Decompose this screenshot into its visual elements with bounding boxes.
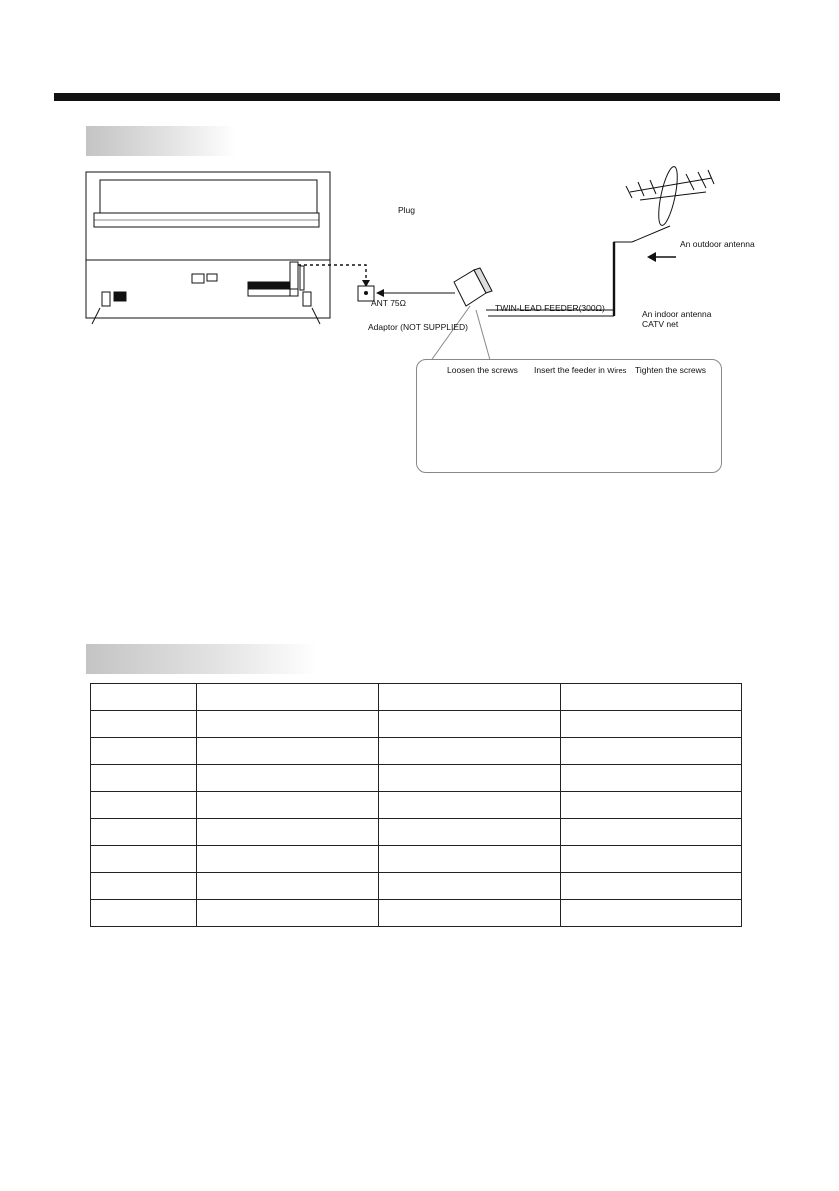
table-cell: [91, 711, 197, 738]
table-cell: [91, 792, 197, 819]
table-cell: [561, 765, 742, 792]
ant-port-label: ANT 75Ω: [371, 298, 407, 308]
table-cell: [561, 738, 742, 765]
tv-rear-view: [86, 172, 330, 324]
table-cell: [197, 792, 379, 819]
indoor-antenna-label: An indoor antenna: [642, 309, 712, 319]
table-cell: [197, 819, 379, 846]
table-cell: [197, 738, 379, 765]
table-cell: [379, 900, 561, 927]
table-cell: [379, 738, 561, 765]
catv-net-label: CATV net: [642, 319, 679, 329]
table-cell: [91, 765, 197, 792]
table-row: [91, 711, 742, 738]
table-cell: [379, 846, 561, 873]
table-row: [91, 900, 742, 927]
adaptor-box: [454, 268, 492, 306]
table-cell: [197, 684, 379, 711]
table-cell: [91, 873, 197, 900]
table-cell: [91, 738, 197, 765]
section-heading-table: [86, 644, 318, 674]
table-row: [91, 738, 742, 765]
table-cell: [197, 765, 379, 792]
outdoor-antenna-label: An outdoor antenna: [680, 239, 755, 249]
table-cell: [379, 819, 561, 846]
table-cell: [379, 873, 561, 900]
table-row: [91, 792, 742, 819]
channel-table-body: [91, 684, 742, 927]
table-cell: [197, 900, 379, 927]
step-wires-label: Wires: [607, 366, 627, 375]
table-row: [91, 846, 742, 873]
table-cell: [91, 684, 197, 711]
table-cell: [91, 900, 197, 927]
table-cell: [561, 792, 742, 819]
table-cell: [561, 873, 742, 900]
magnified-detail-box: [416, 359, 722, 473]
table-cell: [561, 819, 742, 846]
table-cell: [379, 711, 561, 738]
adaptor-label: Adaptor (NOT SUPPLIED): [368, 322, 468, 332]
table-cell: [197, 711, 379, 738]
outdoor-antenna-icon: [626, 165, 714, 242]
step-tighten-label: Tighten the screws: [635, 365, 707, 375]
table-cell: [561, 846, 742, 873]
table-cell: [561, 711, 742, 738]
table-cell: [561, 684, 742, 711]
table-cell: [379, 684, 561, 711]
table-cell: [379, 792, 561, 819]
table-cell: [379, 765, 561, 792]
table-row: [91, 684, 742, 711]
table-cell: [561, 900, 742, 927]
table-cell: [197, 873, 379, 900]
table-cell: [91, 819, 197, 846]
step-loosen-label: Loosen the screws: [447, 365, 518, 375]
table-cell: [197, 846, 379, 873]
channel-table: [90, 683, 742, 927]
table-cell: [91, 846, 197, 873]
feeder-label: TWIN-LEAD FEEDER(300Ω): [495, 303, 605, 313]
step-insert-label: Insert the feeder in Wires: [534, 365, 627, 375]
plug-label: Plug: [398, 205, 416, 215]
table-row: [91, 765, 742, 792]
table-row: [91, 873, 742, 900]
table-row: [91, 819, 742, 846]
